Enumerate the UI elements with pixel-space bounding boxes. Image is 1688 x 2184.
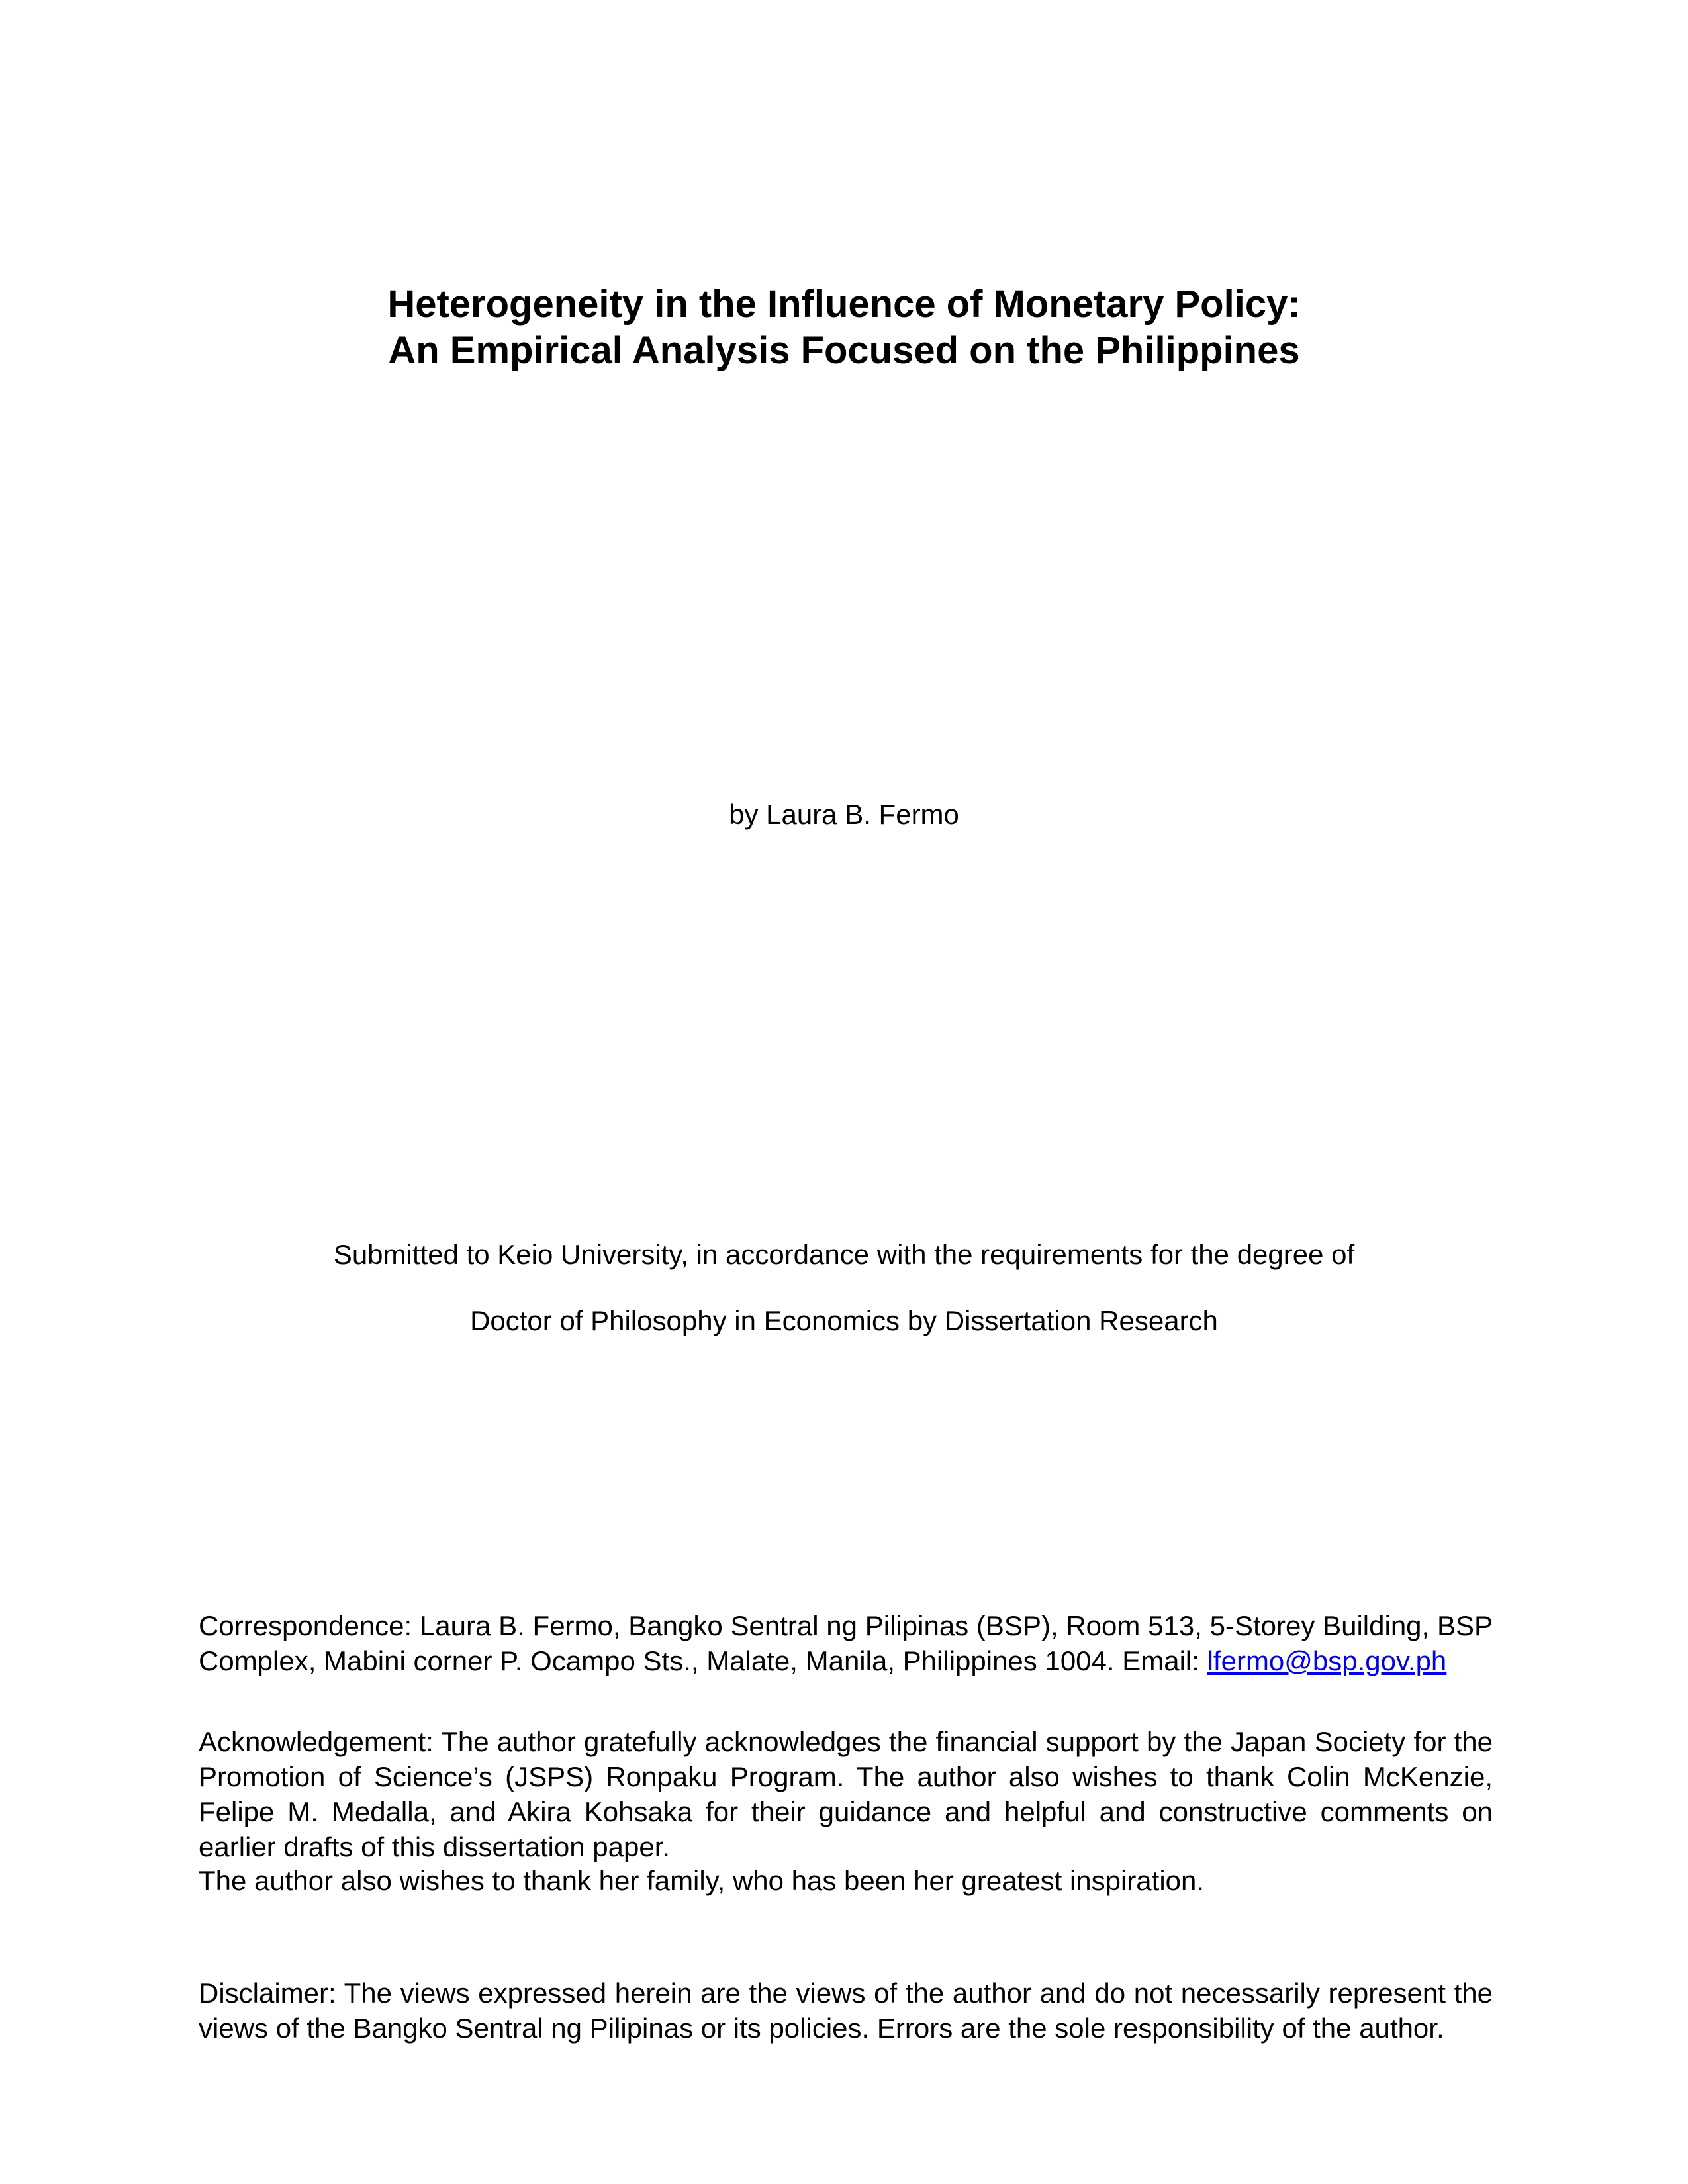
email-link[interactable]: lfermo@bsp.gov.ph <box>1207 1645 1447 1676</box>
submission-statement: Submitted to Keio University, in accordance with the requirements for the degree of <box>333 1239 1355 1270</box>
title-line-1: Heterogeneity in the Influence of Monetary Policy: <box>387 283 1301 326</box>
paper-title <box>265 281 1423 374</box>
correspondence-text: Correspondence: Laura B. Fermo, Bangko Sentral ng Pilipinas (BSP), Room 513, 5-Storey Building, BSP Complex, Mabini corner P. Ocampo Sts., Malate, Manila, Philippines 1004. Email: <box>199 1610 1493 1676</box>
title-line-2: An Empirical Analysis Focused on the Philippines <box>388 329 1300 372</box>
author-line: by Laura B. Fermo <box>729 799 959 830</box>
family-thanks-paragraph: The author also wishes to thank her family, who has been her greatest inspiration. <box>199 1865 1205 1896</box>
degree-statement: Doctor of Philosophy in Economics by Dissertation Research <box>470 1305 1218 1336</box>
acknowledgement-paragraph: Acknowledgement: The author gratefully acknowledges the financial support by the Japan Society for the Promotion of Science’s (JSPS) Ronpaku Program. The author also wishes to thank Colin McKenzie, Felipe M. Medalla, and Akira Kohsaka for their guidance and helpful and constructive comments on earlier drafts of this dissertation paper. <box>199 1726 1493 1862</box>
correspondence-paragraph <box>199 1608 1493 1678</box>
disclaimer-paragraph: Disclaimer: The views expressed herein are the views of the author and do not necessarily represent the views of the Bangko Sentral ng Pilipinas or its policies. Errors are the sole responsibility of the author. <box>199 1978 1493 2044</box>
